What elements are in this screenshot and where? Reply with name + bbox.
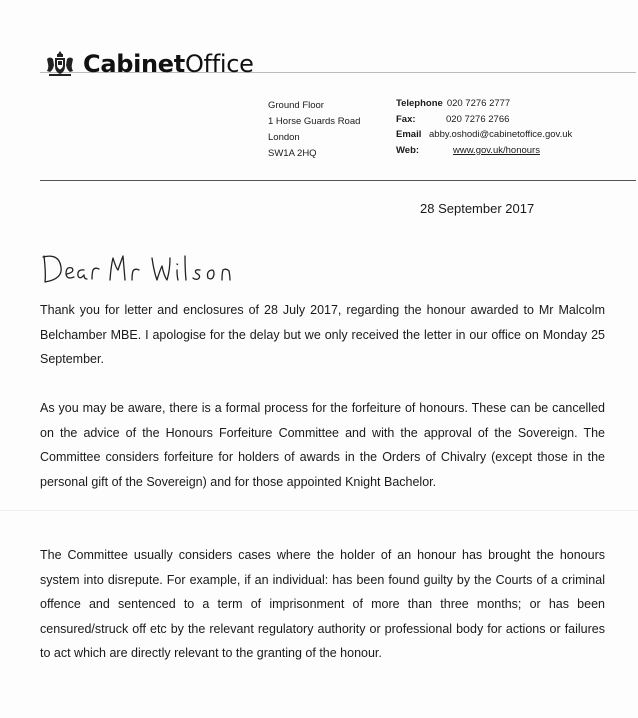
- telephone-row: [396, 96, 572, 112]
- web-row: [396, 143, 572, 159]
- address-line: 1 Horse Guards Road: [268, 116, 361, 127]
- address-line: Ground Floor: [268, 100, 324, 111]
- contact-details: [396, 96, 572, 158]
- telephone-value: 020 7276 2777: [446, 98, 511, 109]
- paragraph-2: As you may be aware, there is a formal process for the forfeiture of honours. These can be cancelled on the advice of the Honours Forfeiture Committee and with the approval of the Sovereign. The Committee considers forfeiture for holders of awards in the Orders of Chivalry (except those in the personal gift of the Sovereign) and for those appointed Knight Bachelor.: [40, 401, 605, 489]
- scan-artifact-line: [0, 510, 638, 511]
- paragraph-1: Thank you for letter and enclosures of 28 July 2017, regarding the honour awarded to Mr Malcolm Belchamber MBE. I apologise for the delay but we only received the letter in our office on Monday 25 September.: [40, 303, 605, 366]
- address-line: London: [268, 132, 300, 143]
- fax-row: [396, 112, 572, 128]
- email-label: Email: [396, 129, 422, 140]
- telephone-label: Telephone: [396, 98, 443, 109]
- email-row: [396, 127, 572, 143]
- handwritten-salutation: [40, 248, 260, 288]
- royal-crest-icon: [45, 50, 75, 78]
- cabinet-office-logo: [45, 50, 254, 78]
- web-link[interactable]: www.gov.uk/honours: [453, 144, 540, 156]
- header-divider: [40, 180, 636, 181]
- paragraph-3: The Committee usually considers cases where the holder of an honour has brought the honours system into disrepute. For example, if an individual: has been found guilty by the Courts of a criminal offence and sentenced to a term of imprisonment of more than three months; or has been censured/struck off etc by the relevant regulatory authority or professional body for actions or failures to act which are directly relevant to the granting of the honour.: [40, 548, 605, 660]
- fax-label: Fax:: [396, 113, 416, 125]
- logo-wordmark: [83, 52, 254, 76]
- logo-wordmark-bold: Cabinet: [83, 50, 185, 78]
- postal-address: [268, 98, 360, 162]
- logo-wordmark-light: Office: [184, 50, 254, 78]
- web-label: Web:: [396, 144, 420, 156]
- email-value[interactable]: abby.oshodi@cabinetoffice.gov.uk: [429, 129, 573, 140]
- address-line: SW1A 2HQ: [268, 148, 317, 159]
- fax-value: 020 7276 2766: [446, 113, 510, 125]
- letter-date: 28 September 2017: [420, 201, 535, 216]
